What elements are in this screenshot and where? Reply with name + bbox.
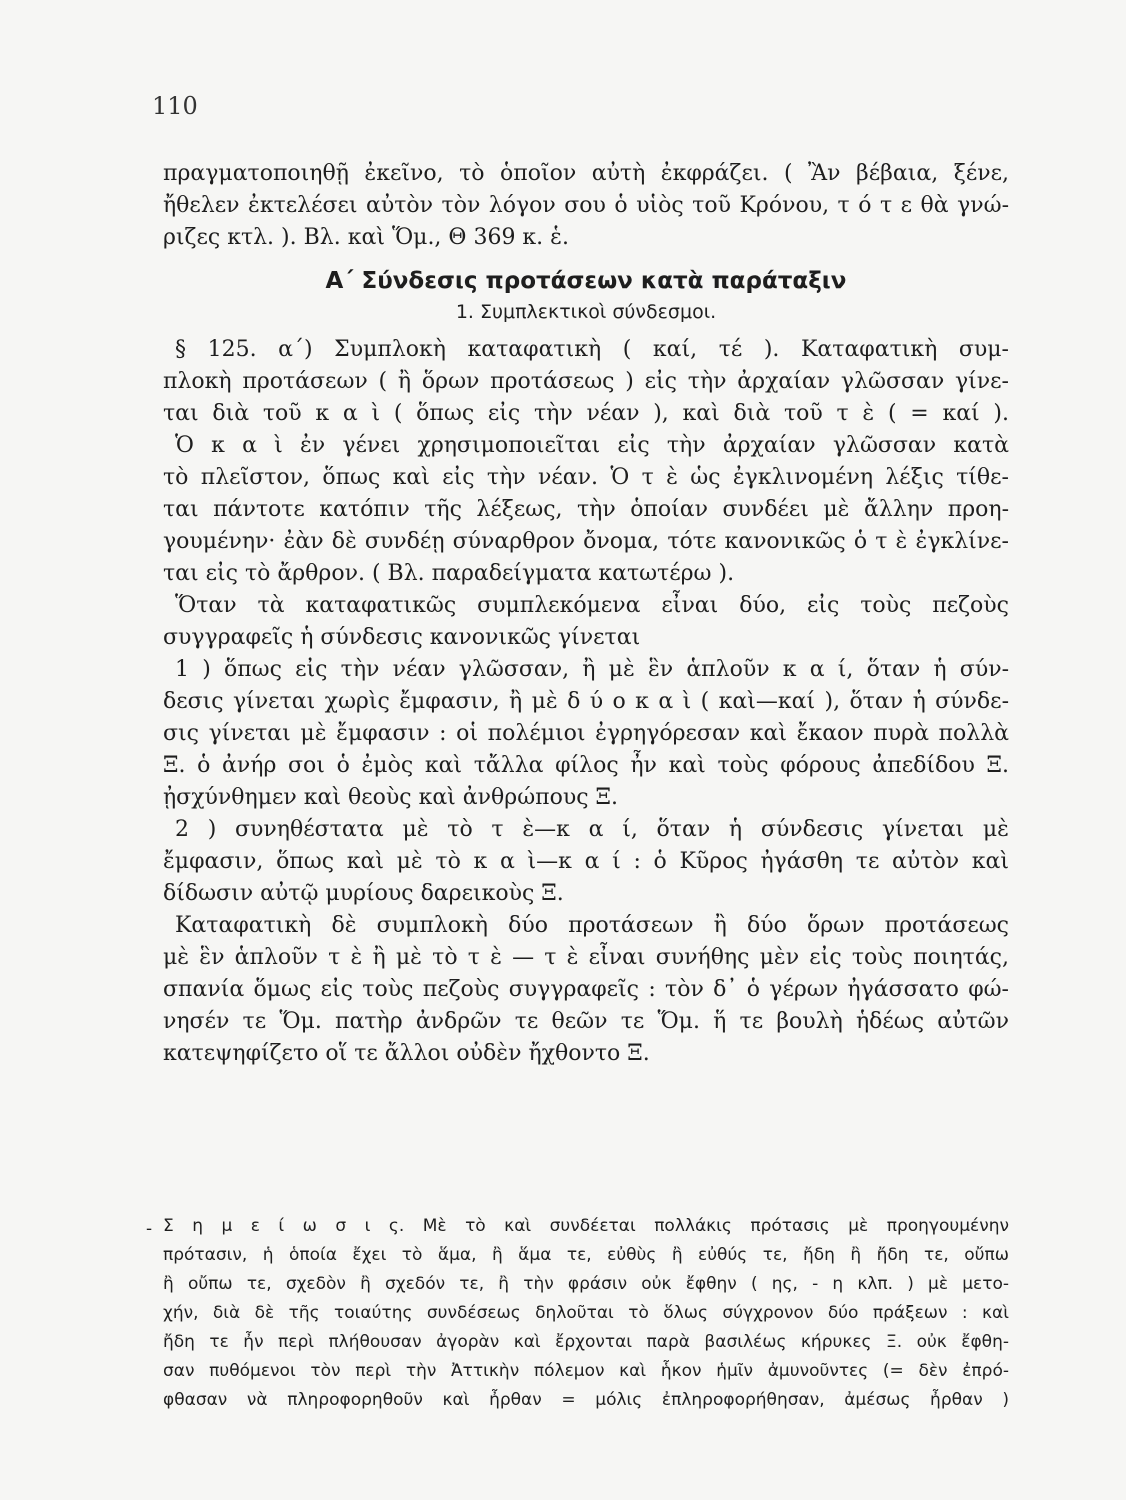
text-line: πλοκὴ προτάσεων ( ἢ ὅρων προτάσεως ) εἰς τὴν ἀρχαίαν γλῶσσαν γίνε-: [163, 369, 1009, 394]
text-line: Καταφατικὴ δὲ συμπλοκὴ δύο προτάσεων ἢ δύο ὅρων προτάσεως: [175, 913, 1009, 938]
text-line: ται εἰς τὸ ἄρθρον. ( Βλ. παραδείγματα κατωτέρω ).: [163, 561, 735, 586]
note-line: Σ η μ ε ί ω σ ι ς. Μὲ τὸ καὶ συνδέεται πολλάκις πρότασις μὲ προηγουμένην: [163, 1216, 1009, 1236]
note-line: πρότασιν, ἡ ὁποία ἔχει τὸ ἅμα, ἢ ἅμα τε, εὐθὺς ἢ εὐθύς τε, ἤδη ἢ ἤδη τε, οὔπω: [163, 1245, 1009, 1265]
text-line: ται διὰ τοῦ κ α ὶ ( ὅπως εἰς τὴν νέαν ), καὶ διὰ τοῦ τ ὲ ( = καί ).: [163, 401, 1009, 426]
note-line: χήν, διὰ δὲ τῆς τοιαύτης συνδέσεως δηλοῦται τὸ ὅλως σύγχρονον δύο πράξεων : καὶ: [163, 1303, 1009, 1323]
text-line: σπανία ὅμως εἰς τοὺς πεζοὺς συγγραφεῖς : τὸν δ᾽ ὁ γέρων ἠγάσσατο φώ-: [163, 977, 1009, 1002]
text-line: 2 ) συνηθέστατα μὲ τὸ τ ὲ—κ α ί, ὅταν ἡ σύνδεσις γίνεται μὲ: [175, 817, 1009, 842]
footnote-block: [163, 1212, 1009, 1415]
text-line: συγγραφεῖς ἡ σύνδεσις κανονικῶς γίνεται: [163, 625, 641, 650]
text-line: ἤθελεν ἐκτελέσει αὐτὸν τὸν λόγον σου ὁ υἱὸς τοῦ Κρόνου, τ ό τ ε θὰ γνώ-: [163, 193, 1009, 218]
note-marker: -: [146, 1218, 153, 1239]
text-line: ται πάντοτε κατόπιν τῆς λέξεως, τὴν ὁποίαν συνδέει μὲ ἄλλην προη-: [163, 497, 1009, 522]
note-line: φθασαν νὰ πληροφορηθοῦν καὶ ἦρθαν = μόλις ἐπληροφορήθησαν, ἀμέσως ἦρθαν ): [163, 1390, 1009, 1410]
text-line: κατεψηφίζετο οἵ τε ἄλλοι οὐδὲν ἤχθοντο Ξ.: [163, 1041, 650, 1066]
text-line: τὸ πλεῖστον, ὅπως καὶ εἰς τὴν νέαν. Ὁ τ ὲ ὡς ἐγκλινομένη λέξις τίθε-: [163, 465, 1009, 490]
section-heading: Α΄ Σύνδεσις προτάσεων κατὰ παράταξιν: [325, 268, 847, 294]
section-subheading: 1. Συμπλεκτικοὶ σύνδεσμοι.: [455, 301, 717, 323]
text-line: πραγματοποιηθῇ ἐκεῖνο, τὸ ὁποῖον αὐτὴ ἐκφράζει. ( Ἂν βέβαια, ξένε,: [163, 161, 1009, 186]
text-line: ριζες κτλ. ). Βλ. καὶ Ὅμ., Θ 369 κ. ἑ.: [163, 225, 569, 250]
note-line: σαν πυθόμενοι τὸν περὶ τὴν Ἀττικὴν πόλεμον καὶ ἧκον ἡμῖν ἀμυνοῦντες (= δὲν ἐπρό-: [163, 1361, 1009, 1381]
text-line: Ξ. ὁ ἀνήρ σοι ὁ ἐμὸς καὶ τἄλλα φίλος ἦν καὶ τοὺς φόρους ἀπεδίδου Ξ.: [163, 753, 1009, 778]
text-line: δίδωσιν αὐτῷ μυρίους δαρεικοὺς Ξ.: [163, 881, 564, 906]
text-line: γουμένην· ἐὰν δὲ συνδέῃ σύναρθρον ὄνομα, τότε κανονικῶς ὁ τ ὲ ἐγκλίνε-: [163, 529, 1009, 554]
text-line: μὲ ἓν ἁπλοῦν τ ὲ ἢ μὲ τὸ τ ὲ — τ ὲ εἶναι συνήθης μὲν εἰς τοὺς ποιητάς,: [163, 945, 1009, 970]
text-line: νησέν τε Ὅμ. πατὴρ ἀνδρῶν τε θεῶν τε Ὅμ. ἥ τε βουλὴ ἡδέως αὐτῶν: [163, 1009, 1009, 1034]
main-text-block: [163, 158, 1009, 1070]
page-number: 110: [152, 92, 198, 120]
text-line: ᾐσχύνθημεν καὶ θεοὺς καὶ ἀνθρώπους Ξ.: [163, 785, 619, 810]
note-line: ἢ οὔπω τε, σχεδὸν ἢ σχεδόν τε, ἢ τὴν φράσιν οὐκ ἔφθην ( ης, - η κλπ. ) μὲ μετο-: [163, 1274, 1009, 1294]
text-line: σις γίνεται μὲ ἔμφασιν : οἱ πολέμιοι ἐγρηγόρεσαν καὶ ἔκαον πυρὰ πολλὰ: [163, 721, 1009, 746]
text-line: δεσις γίνεται χωρὶς ἔμφασιν, ἢ μὲ δ ύ ο κ α ὶ ( καὶ—καί ), ὅταν ἡ σύνδε-: [163, 689, 1009, 714]
text-line: 1 ) ὅπως εἰς τὴν νέαν γλῶσσαν, ἢ μὲ ἓν ἁπλοῦν κ α ί, ὅταν ἡ σύν-: [175, 657, 1009, 682]
text-line: § 125. α΄) Συμπλοκὴ καταφατικὴ ( καί, τέ ). Καταφατικὴ συμ-: [175, 337, 1009, 362]
note-line: ἤδη τε ἦν περὶ πλήθουσαν ἀγορὰν καὶ ἔρχονται παρὰ βασιλέως κήρυκες Ξ. οὐκ ἔφθη-: [163, 1332, 1009, 1352]
text-line: ἔμφασιν, ὅπως καὶ μὲ τὸ κ α ὶ—κ α ί : ὁ Κῦρος ἠγάσθη τε αὐτὸν καὶ: [163, 849, 1009, 874]
text-line: Ὁ κ α ὶ ἐν γένει χρησιμοποιεῖται εἰς τὴν ἀρχαίαν γλῶσσαν κατὰ: [175, 433, 1009, 458]
text-line: Ὅταν τὰ καταφατικῶς συμπλεκόμενα εἶναι δύο, εἰς τοὺς πεζοὺς: [175, 593, 1009, 618]
